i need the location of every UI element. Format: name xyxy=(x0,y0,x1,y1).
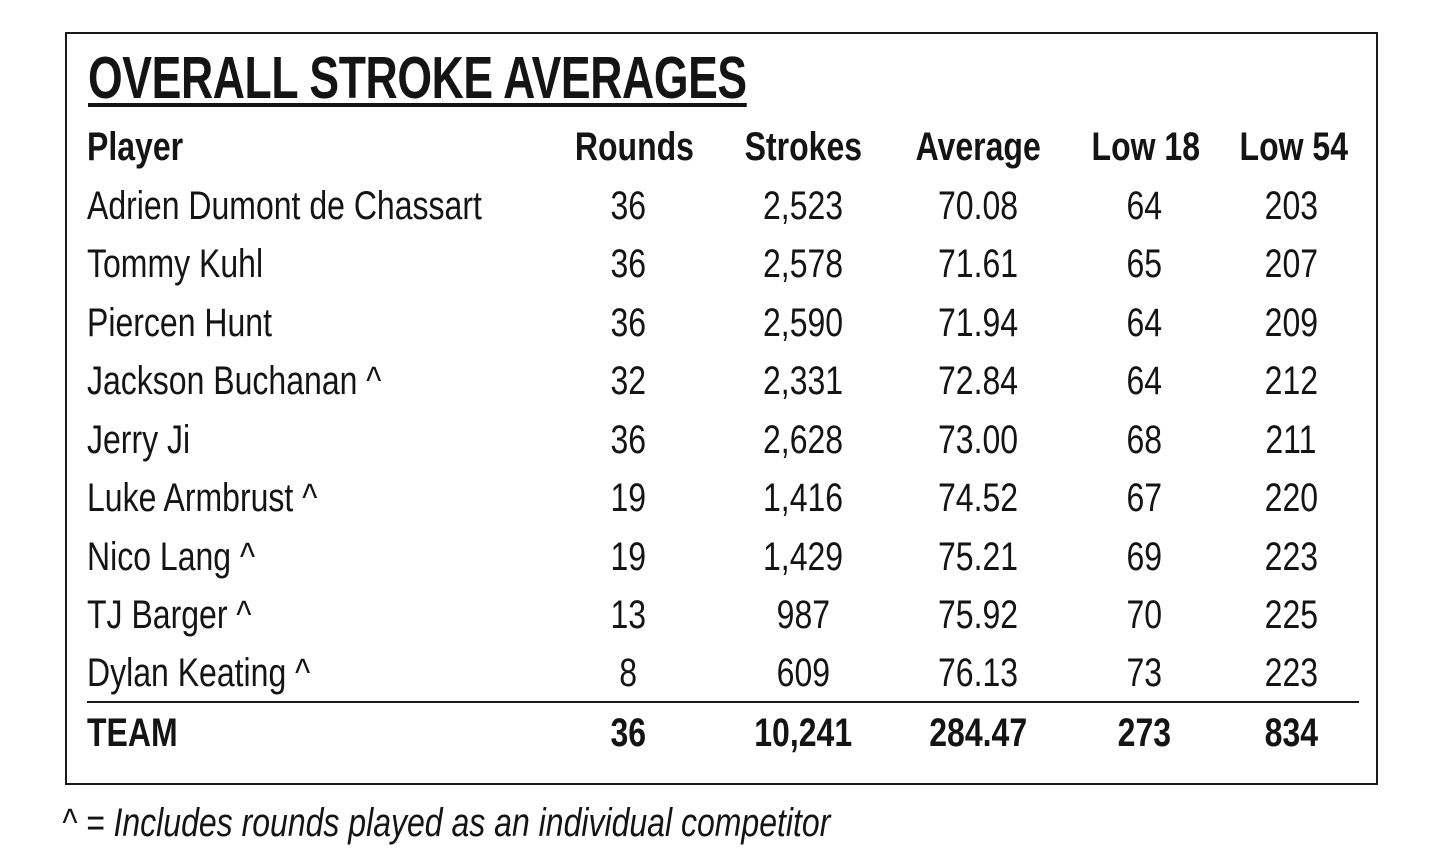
strokes-cell: 1,429 xyxy=(762,535,844,579)
low-54-cell: 223 xyxy=(1264,535,1318,579)
low-18-cell: 69 xyxy=(1126,535,1162,579)
average-cell: 75.92 xyxy=(937,593,1019,637)
table-row xyxy=(0,644,1436,702)
player-name: Nico Lang ^ xyxy=(87,535,255,579)
average-cell: 73.00 xyxy=(937,418,1019,462)
header-rounds: Rounds xyxy=(574,125,694,169)
strokes-cell: 2,523 xyxy=(762,184,844,228)
average-cell: 71.94 xyxy=(937,301,1019,345)
table-row xyxy=(0,177,1436,235)
team-low-54: 834 xyxy=(1264,711,1318,755)
low-18-cell: 73 xyxy=(1126,651,1162,695)
team-low-18: 273 xyxy=(1117,711,1171,755)
low-54-cell: 212 xyxy=(1264,359,1318,403)
strokes-cell: 2,628 xyxy=(762,418,844,462)
team-average: 284.47 xyxy=(929,711,1027,755)
player-name: Adrien Dumont de Chassart xyxy=(87,184,482,228)
table-row xyxy=(0,528,1436,586)
header-row xyxy=(0,118,1436,176)
footnote: ^ = Includes rounds played as an individual competitor xyxy=(62,801,831,845)
team-strokes: 10,241 xyxy=(754,711,852,755)
header-strokes: Strokes xyxy=(744,125,862,169)
rounds-cell: 13 xyxy=(610,593,646,637)
rounds-cell: 32 xyxy=(610,359,646,403)
player-name: TJ Barger ^ xyxy=(87,593,252,637)
table-row xyxy=(0,411,1436,469)
low-54-cell: 211 xyxy=(1265,418,1317,462)
average-cell: 71.61 xyxy=(937,242,1019,286)
strokes-cell: 987 xyxy=(776,593,830,637)
low-18-cell: 67 xyxy=(1126,476,1162,520)
strokes-cell: 2,578 xyxy=(762,242,844,286)
header-low-18: Low 18 xyxy=(1091,125,1201,169)
player-name: Jerry Ji xyxy=(87,418,191,462)
average-cell: 76.13 xyxy=(937,651,1019,695)
strokes-cell: 2,331 xyxy=(762,359,844,403)
table-row xyxy=(0,294,1436,352)
low-18-cell: 64 xyxy=(1126,184,1162,228)
low-54-cell: 203 xyxy=(1264,184,1318,228)
strokes-cell: 1,416 xyxy=(762,476,844,520)
team-divider xyxy=(87,701,1359,703)
rounds-cell: 36 xyxy=(610,242,646,286)
low-54-cell: 220 xyxy=(1264,476,1318,520)
table-row xyxy=(0,469,1436,527)
rounds-cell: 36 xyxy=(610,301,646,345)
rounds-cell: 36 xyxy=(610,418,646,462)
table-row xyxy=(0,586,1436,644)
header-average: Average xyxy=(915,125,1041,169)
rounds-cell: 19 xyxy=(610,535,646,579)
player-name: Jackson Buchanan ^ xyxy=(87,359,382,403)
player-name: Piercen Hunt xyxy=(87,301,272,345)
table-title: OVERALL STROKE AVERAGES xyxy=(88,45,747,111)
low-54-cell: 223 xyxy=(1264,651,1318,695)
low-54-cell: 209 xyxy=(1264,301,1318,345)
low-18-cell: 70 xyxy=(1126,593,1162,637)
player-name: Tommy Kuhl xyxy=(87,242,264,286)
low-18-cell: 64 xyxy=(1126,359,1162,403)
table-row xyxy=(0,235,1436,293)
average-cell: 75.21 xyxy=(937,535,1019,579)
player-name: Luke Armbrust ^ xyxy=(87,476,318,520)
rounds-cell: 36 xyxy=(610,184,646,228)
average-cell: 72.84 xyxy=(937,359,1019,403)
average-cell: 74.52 xyxy=(937,476,1019,520)
strokes-cell: 609 xyxy=(776,651,830,695)
player-name: Dylan Keating ^ xyxy=(87,651,311,695)
rounds-cell: 8 xyxy=(619,651,637,695)
table-row xyxy=(0,352,1436,410)
header-player: Player xyxy=(87,125,184,169)
average-cell: 70.08 xyxy=(937,184,1019,228)
team-total-row xyxy=(0,704,1436,762)
low-54-cell: 225 xyxy=(1264,593,1318,637)
team-rounds: 36 xyxy=(610,711,646,755)
strokes-cell: 2,590 xyxy=(762,301,844,345)
low-18-cell: 68 xyxy=(1126,418,1162,462)
team-label: TEAM xyxy=(87,711,178,755)
low-18-cell: 64 xyxy=(1126,301,1162,345)
low-54-cell: 207 xyxy=(1264,242,1318,286)
header-low-54: Low 54 xyxy=(1239,125,1349,169)
low-18-cell: 65 xyxy=(1126,242,1162,286)
rounds-cell: 19 xyxy=(610,476,646,520)
